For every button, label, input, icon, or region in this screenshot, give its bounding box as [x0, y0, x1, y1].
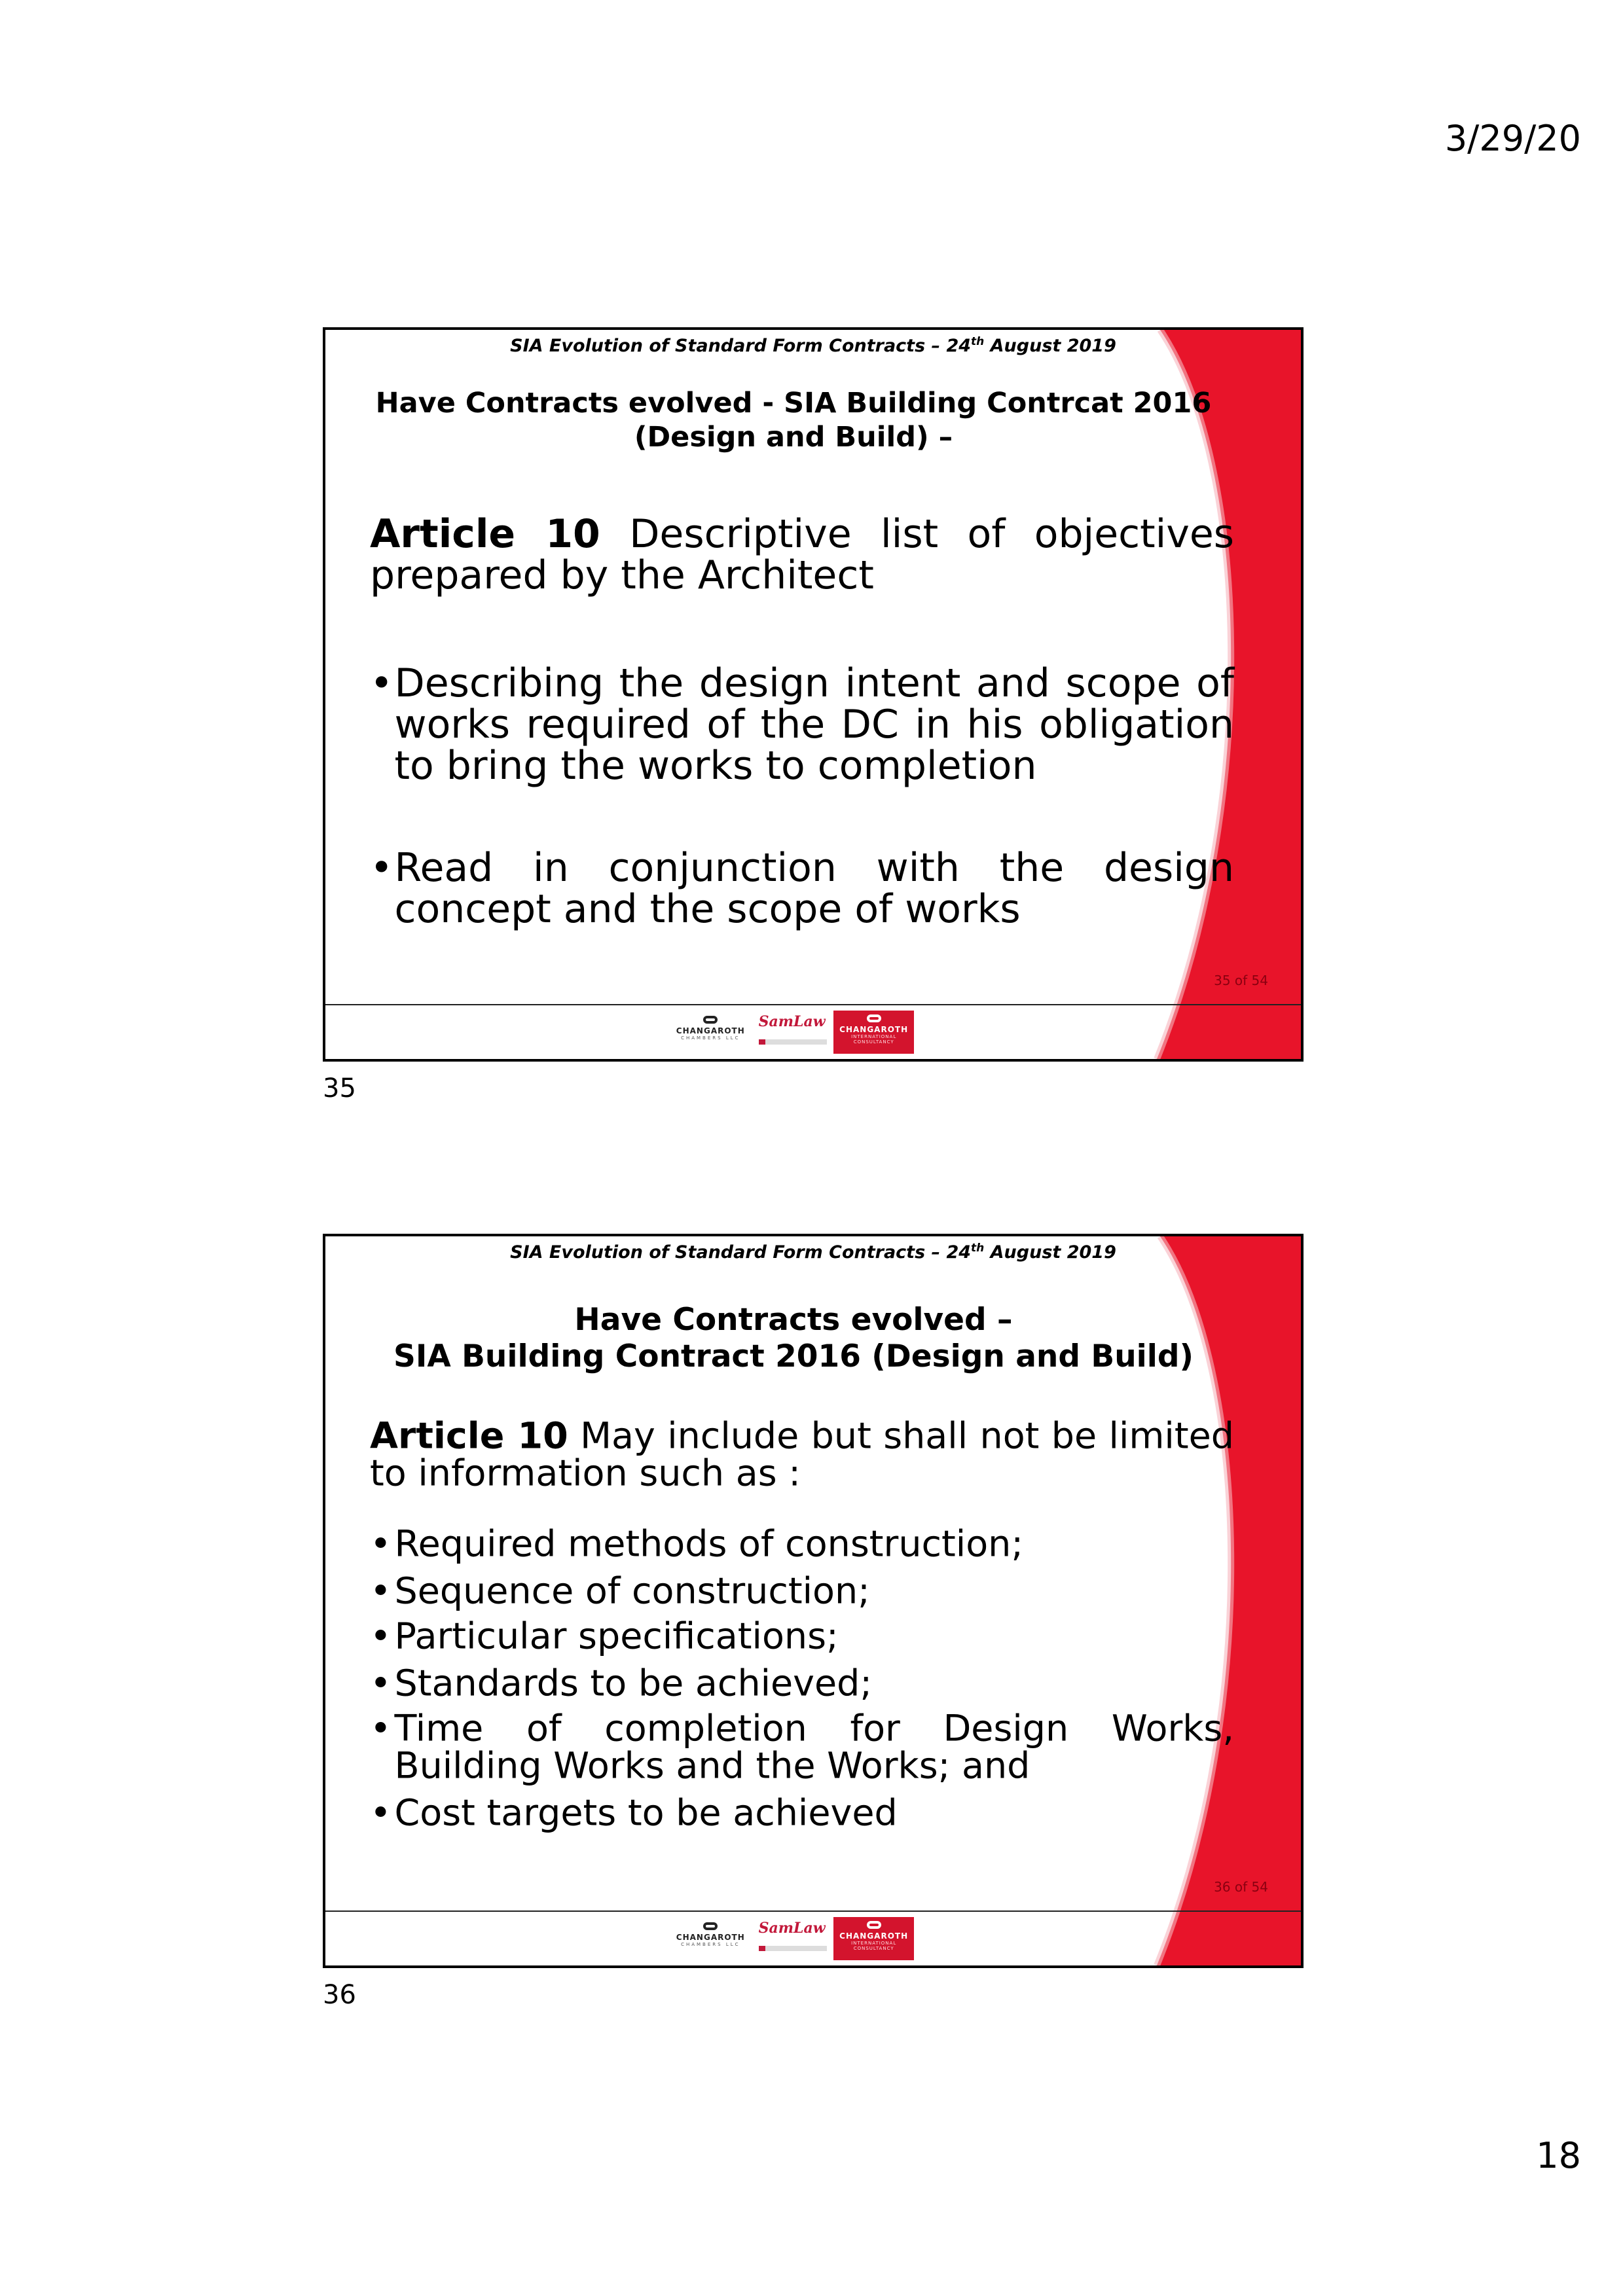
list-item: • Read in conjunction with the design concept and the scope of works: [370, 844, 1234, 931]
list-item: • Particular specifications;: [370, 1615, 839, 1657]
changaroth-international-logo: CHANGAROTH INTERNATIONAL CONSULTANCY: [833, 1011, 914, 1054]
slide-counter: 36 of 54: [1214, 1879, 1268, 1895]
slide-content: [370, 513, 1234, 929]
list-item: • Standards to be achieved;: [370, 1662, 873, 1704]
changaroth-chambers-logo: CHANGAROTH CHAMBERS LLC: [669, 1917, 752, 1960]
slide-number-label: 36: [323, 1980, 356, 2010]
changaroth-chambers-logo: CHANGAROTH CHAMBERS LLC: [669, 1011, 752, 1054]
list-item: • Sequence of construction;: [370, 1570, 870, 1612]
samlaw-logo: SamLaw: [756, 1011, 830, 1054]
samlaw-logo: SamLaw: [756, 1917, 830, 1960]
slide-35: [323, 327, 1304, 1062]
slide-content: [370, 1414, 1234, 1834]
page-date: 3/29/20: [1444, 118, 1581, 159]
footer-logos: [669, 1009, 914, 1055]
list-item: • Time of completion for Design Works, Building Works and the Works; and: [370, 1707, 1234, 1787]
slide-header: SIA Evolution of Standard Form Contracts – 24th August 2019: [510, 1242, 1116, 1263]
slide-title: Have Contracts evolved - SIA Building Contrcat 2016 (Design and Build) –: [375, 387, 1212, 454]
slide-36: [323, 1234, 1304, 1968]
list-item: • Cost targets to be achieved: [370, 1791, 898, 1834]
changaroth-international-logo: CHANGAROTH INTERNATIONAL CONSULTANCY: [833, 1917, 914, 1960]
footer-logos: [669, 1916, 914, 1962]
list-item: • Describing the design intent and scope of works required of the DC in his obligation to bring the works to completion: [370, 660, 1234, 788]
slide-header: SIA Evolution of Standard Form Contracts – 24th August 2019: [510, 335, 1116, 356]
list-item: • Required methods of construction;: [370, 1522, 1024, 1565]
slide-number-label: 35: [323, 1073, 356, 1103]
slide-counter: 35 of 54: [1214, 973, 1268, 988]
footer-divider: [325, 1004, 1301, 1005]
article-intro: Article 10 Descriptive list of objectives prepared by the Architect: [370, 511, 1234, 598]
slide-title: Have Contracts evolved – SIA Building Contract 2016 (Design and Build): [393, 1302, 1194, 1374]
article-intro: Article 10 May include but shall not be limited to information such as :: [370, 1414, 1234, 1494]
footer-divider: [325, 1910, 1301, 1912]
page-number: 18: [1536, 2135, 1581, 2176]
